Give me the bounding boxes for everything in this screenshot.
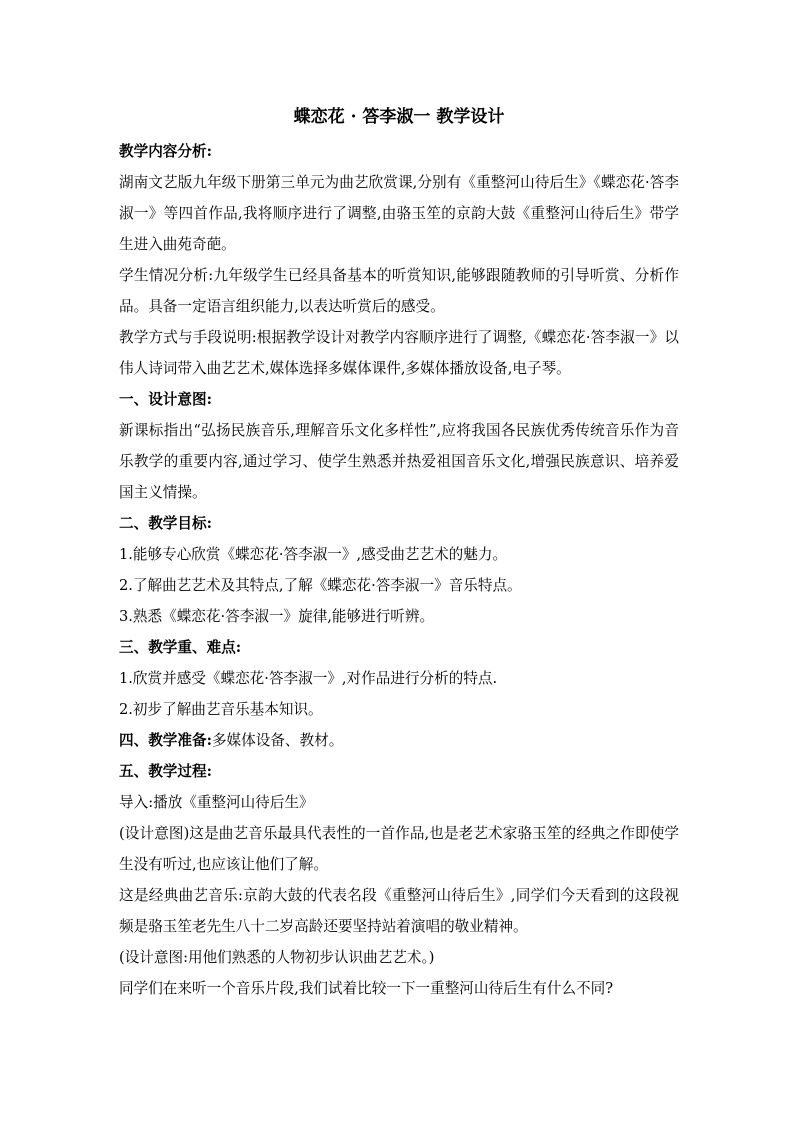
teaching-goals-heading: 二、教学目标: <box>119 515 212 532</box>
process-item: 这是经典曲艺音乐:京韵大鼓的代表名段《重整河山待后生》,同学们今天看到的这段视频是骆玉笙老先生八十二岁高龄还要坚持站着演唱的敬业精神。 <box>119 887 679 935</box>
design-intent-heading: 一、设计意图: <box>119 391 212 408</box>
key-points-heading: 三、教学重、难点: <box>119 639 242 656</box>
design-intent-paragraph: 新课标指出“弘扬民族音乐,理解音乐文化多样性”,应将我国各民族优秀传统音乐作为音乐教学的重要内容,通过学习、使学生熟悉并热爱祖国音乐文化,增强民族意识、培养爱国主义情操。 <box>119 422 679 501</box>
process-item: (设计意图:用他们熟悉的人物初步认识曲艺艺术。) <box>119 949 435 966</box>
key-point-item: 2.初步了解曲艺音乐基本知识。 <box>119 701 323 718</box>
goal-item: 1.能够专心欣赏《蝶恋花·答李淑一》,感受曲艺艺术的魅力。 <box>119 546 508 563</box>
document-body <box>119 102 679 1004</box>
goal-item: 3.熟悉《蝶恋花·答李淑一》旋律,能够进行听辨。 <box>119 608 435 625</box>
process-item: (设计意图)这是曲艺音乐最具代表性的一首作品,也是老艺术家骆玉笙的经典之作即使学生没有听过,也应该让他们了解。 <box>119 825 679 873</box>
content-analysis-heading: 教学内容分析: <box>119 143 212 160</box>
process-heading: 五、教学过程: <box>119 763 212 780</box>
process-item: 同学们在来听一个音乐片段,我们试着比较一下一重整河山待后生有什么不同? <box>119 980 614 997</box>
preparation-text: 多媒体设备、教材。 <box>211 732 344 749</box>
content-analysis-paragraph: 湖南文艺版九年级下册第三单元为曲艺欣赏课,分别有《重整河山待后生》《蝶恋花·答李淑一》等四首作品,我将顺序进行了调整,由骆玉笙的京韵大鼓《重整河山待后生》带学生进入曲苑奇葩。 <box>119 174 679 253</box>
preparation-heading: 四、教学准备: <box>119 732 212 749</box>
document-title: 蝶恋花 · 答李淑一 教学设计 <box>293 107 505 127</box>
student-analysis-paragraph: 学生情况分析:九年级学生已经具备基本的听赏知识,能够跟随教师的引导听赏、分析作品。具备一定语言组织能力,以表达听赏后的感受。 <box>119 267 679 315</box>
preparation-line <box>119 725 679 756</box>
key-point-item: 1.欣赏并感受《蝶恋花·答李淑一》,对作品进行分析的特点. <box>119 670 498 687</box>
goal-item: 2.了解曲艺艺术及其特点,了解《蝶恋花·答李淑一》音乐特点。 <box>119 577 522 594</box>
method-paragraph: 教学方式与手段说明:根据教学设计对教学内容顺序进行了调整,《蝶恋花·答李淑一》以伟人诗词带入曲艺艺术,媒体选择多媒体课件,多媒体播放设备,电子琴。 <box>119 329 679 377</box>
process-item: 导入:播放《重整河山待后生》 <box>119 794 314 811</box>
